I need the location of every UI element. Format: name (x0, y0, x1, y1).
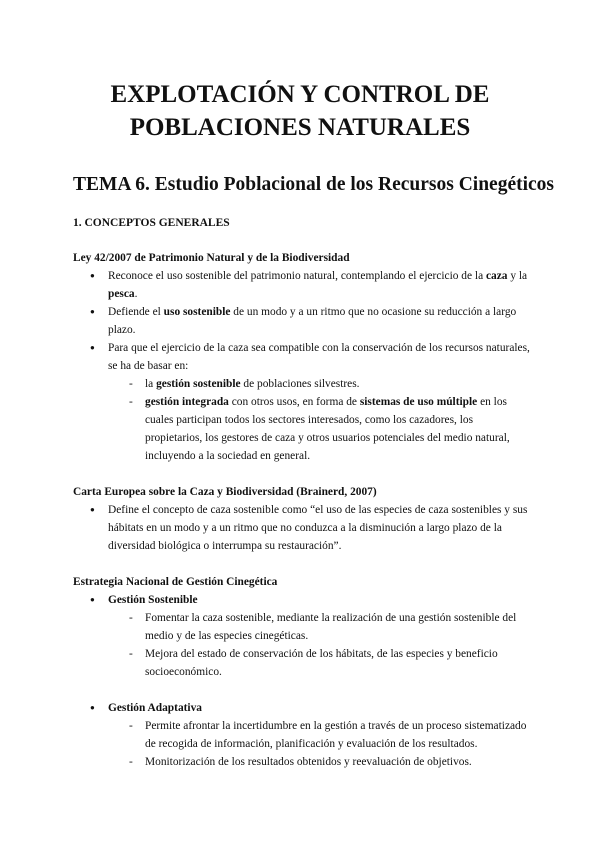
bullet-icon: ● (90, 271, 95, 280)
text: . (134, 288, 138, 300)
bullet-item (73, 699, 533, 717)
text: Fomentar la caza sostenible, mediante la realización de una gestión sostenible del medio y de las especies cinegéticas. (145, 612, 517, 642)
bullet-item (73, 501, 533, 555)
bold-text: Gestión Adaptativa (108, 702, 202, 714)
bullet-item (73, 267, 533, 303)
title-line: POBLACIONES NATURALES (129, 114, 471, 141)
bullet-icon: ● (90, 505, 95, 514)
dash-icon: - (129, 612, 133, 624)
block-heading: Estrategia Nacional de Gestión Cinegética (73, 576, 278, 588)
document-title (0, 78, 600, 144)
dash-item (73, 645, 533, 681)
dash-item (73, 609, 533, 645)
content-block (73, 573, 533, 771)
bullet-icon: ● (90, 307, 95, 316)
bold-text: pesca (108, 288, 135, 300)
text: y la (507, 270, 528, 282)
text: Defiende el (108, 306, 164, 318)
text: Reconoce el uso sostenible del patrimonio natural, contemplando el ejercicio de la (108, 270, 486, 282)
bold-text: gestión integrada (145, 396, 229, 408)
title-line: EXPLOTACIÓN Y CONTROL DE (110, 81, 490, 108)
text: Permite afrontar la incertidumbre en la gestión a través de un proceso sistematizado de recogida de información, planificación y evaluación de los resultados. (145, 720, 527, 750)
dash-icon: - (129, 648, 133, 660)
text: Mejora del estado de conservación de los hábitats, de las especies y beneficio socioeconómico. (145, 648, 498, 678)
bullet-item (73, 591, 533, 609)
text: Define el concepto de caza sostenible como “el uso de las especies de caza sostenibles y sus hábitats en un modo y a un ritmo que no conduzca a la disminución a largo plazo de la diversidad biológica o interrumpa su restauración”. (108, 504, 528, 552)
bullet-icon: ● (90, 343, 95, 352)
bold-text: uso sostenible (163, 306, 231, 318)
bold-text: Gestión Sostenible (108, 594, 198, 606)
spacer (73, 681, 533, 699)
text: la (145, 378, 157, 390)
text: con otros usos, en forma de (228, 396, 360, 408)
bullet-item (73, 339, 533, 375)
bold-text: caza (485, 270, 508, 282)
bullet-item (73, 303, 533, 339)
chapter-heading: TEMA 6. Estudio Poblacional de los Recursos Cinegéticos (73, 174, 555, 195)
block-heading: Carta Europea sobre la Caza y Biodiversidad (Brainerd, 2007) (73, 486, 377, 498)
dash-icon: - (129, 756, 133, 768)
bullet-icon: ● (90, 595, 95, 604)
dash-icon: - (129, 720, 133, 732)
dash-item (73, 753, 533, 771)
bold-text: gestión sostenible (156, 378, 241, 390)
content-block (73, 483, 533, 555)
bullet-icon: ● (90, 703, 95, 712)
dash-item (73, 375, 533, 393)
dash-item (73, 393, 533, 465)
block-heading: Ley 42/2007 de Patrimonio Natural y de la Biodiversidad (73, 252, 350, 264)
section-heading: 1. CONCEPTOS GENERALES (73, 217, 230, 229)
bold-text: sistemas de uso múltiple (359, 396, 478, 408)
text: de poblaciones silvestres. (240, 378, 360, 390)
dash-item (73, 717, 533, 753)
document-body (73, 249, 533, 789)
content-block (73, 249, 533, 465)
text: de un modo y a un ritmo que no ocasione su reducción a largo plazo. (108, 306, 517, 336)
text: en los cuales participan todos los sectores interesados, como los cazadores, los propietarios, los gestores de caza y otros usuarios potenciales del medio natural, incluyendo a la sociedad en general. (145, 396, 510, 462)
text: Monitorización de los resultados obtenidos y reevaluación de objetivos. (145, 756, 472, 768)
dash-icon: - (129, 396, 133, 408)
dash-icon: - (129, 378, 133, 390)
text: Para que el ejercicio de la caza sea compatible con la conservación de los recursos naturales, se ha de basar en: (108, 342, 530, 372)
